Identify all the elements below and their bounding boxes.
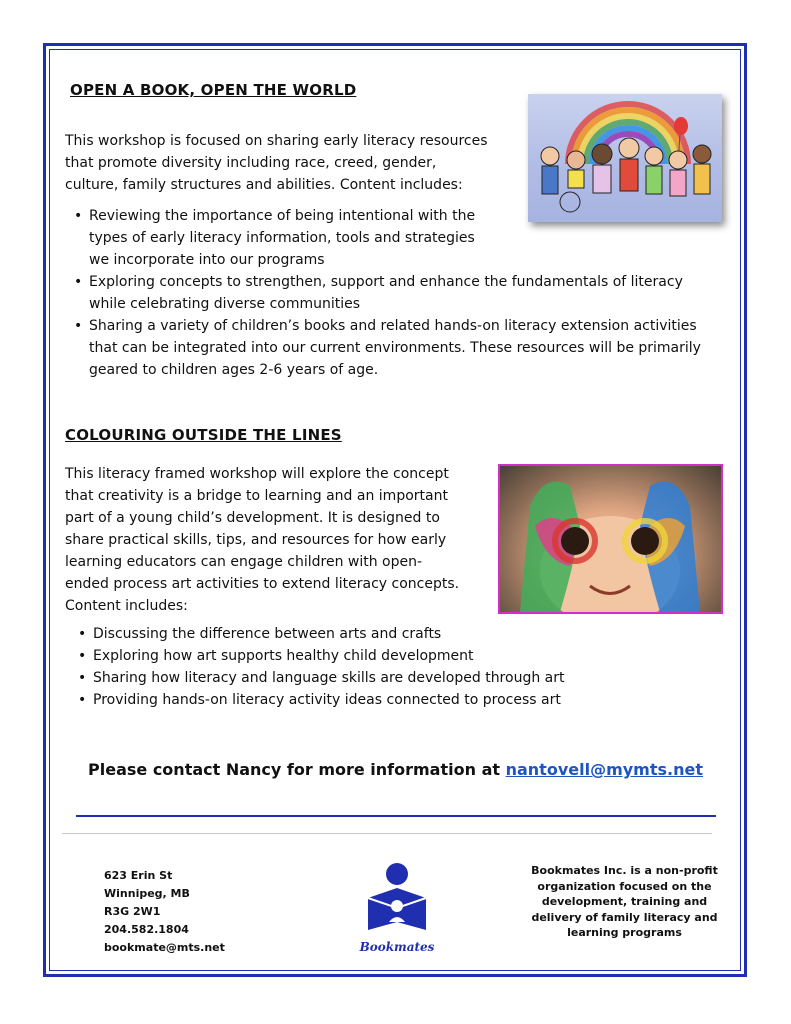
section1-intro-line: that promote diversity including race, creed, gender, xyxy=(65,155,437,171)
address-email: bookmate@mts.net xyxy=(104,941,225,954)
list-item xyxy=(78,667,564,689)
list-item xyxy=(78,645,564,667)
logo-text: Bookmates xyxy=(359,940,435,954)
bookmates-logo-icon xyxy=(356,860,438,940)
section2-intro-line: Content includes: xyxy=(65,598,188,614)
bullet-line: that can be integrated into our current environments. These resources will be primarily xyxy=(89,340,701,356)
footer-address xyxy=(104,867,225,957)
list-item xyxy=(78,623,564,645)
divider-grey xyxy=(62,833,712,834)
section2-intro-line: This literacy framed workshop will explore the concept xyxy=(65,466,449,482)
bullet-line: while celebrating diverse communities xyxy=(89,296,361,312)
section2-intro-line: part of a young child’s development. It is designed to xyxy=(65,510,440,526)
section1-bullet-list xyxy=(74,205,701,381)
footer-about: Bookmates Inc. is a non-profit organization focused on the development, training and delivery of family literacy and learning programs xyxy=(531,864,718,939)
address-line: 623 Erin St xyxy=(104,869,173,882)
section1-intro-line: This workshop is focused on sharing early literacy resources xyxy=(65,133,488,149)
bullet-line: geared to children ages 2-6 years of age. xyxy=(89,362,379,378)
bullet-line: • Sharing a variety of children’s books and related hands-on literacy extension activities xyxy=(89,318,697,334)
list-item xyxy=(78,689,564,711)
section2-heading: COLOURING OUTSIDE THE LINES xyxy=(65,426,342,444)
section2-intro-line: learning educators can engage children with open- xyxy=(65,554,423,570)
bullet-line: • Discussing the difference between arts and crafts xyxy=(93,626,442,642)
section2-intro-line: that creativity is a bridge to learning and an important xyxy=(65,488,448,504)
address-phone: 204.582.1804 xyxy=(104,923,189,936)
contact-text: Please contact Nancy for more information at xyxy=(88,760,501,779)
bullet-line: • Exploring concepts to strengthen, support and enhance the fundamentals of literacy xyxy=(89,274,683,290)
child-painted-hands-photo xyxy=(500,466,721,612)
address-line: R3G 2W1 xyxy=(104,905,161,918)
bullet-line: • Exploring how art supports healthy child development xyxy=(93,648,474,664)
bullet-line: • Providing hands-on literacy activity ideas connected to process art xyxy=(93,692,561,708)
list-item xyxy=(74,271,701,315)
section1-intro xyxy=(65,130,488,196)
section2-bullet-list xyxy=(78,623,564,711)
list-item xyxy=(74,315,701,381)
section1-intro-line: culture, family structures and abilities. Content includes: xyxy=(65,177,463,193)
divider-blue xyxy=(76,815,716,817)
bookmates-logo xyxy=(356,860,438,960)
section2-intro-line: share practical skills, tips, and resources for how early xyxy=(65,532,447,548)
bullet-line: types of early literacy information, tools and strategies xyxy=(89,230,475,246)
contact-email-link[interactable]: nantovell@mymts.net xyxy=(505,760,703,779)
painted-hands-photo xyxy=(498,464,723,614)
bullet-line: • Sharing how literacy and language skills are developed through art xyxy=(93,670,565,686)
section2-intro xyxy=(65,463,459,617)
address-line: Winnipeg, MB xyxy=(104,887,190,900)
bullet-line: we incorporate into our programs xyxy=(89,252,325,268)
section2-intro-line: ended process art activities to extend literacy concepts. xyxy=(65,576,460,592)
section1-heading: OPEN A BOOK, OPEN THE WORLD xyxy=(70,81,357,99)
contact-line xyxy=(0,760,791,779)
children-rainbow-image xyxy=(528,94,722,222)
bullet-line: • Reviewing the importance of being intentional with the xyxy=(89,208,476,224)
children-rainbow-illustration xyxy=(528,94,722,222)
